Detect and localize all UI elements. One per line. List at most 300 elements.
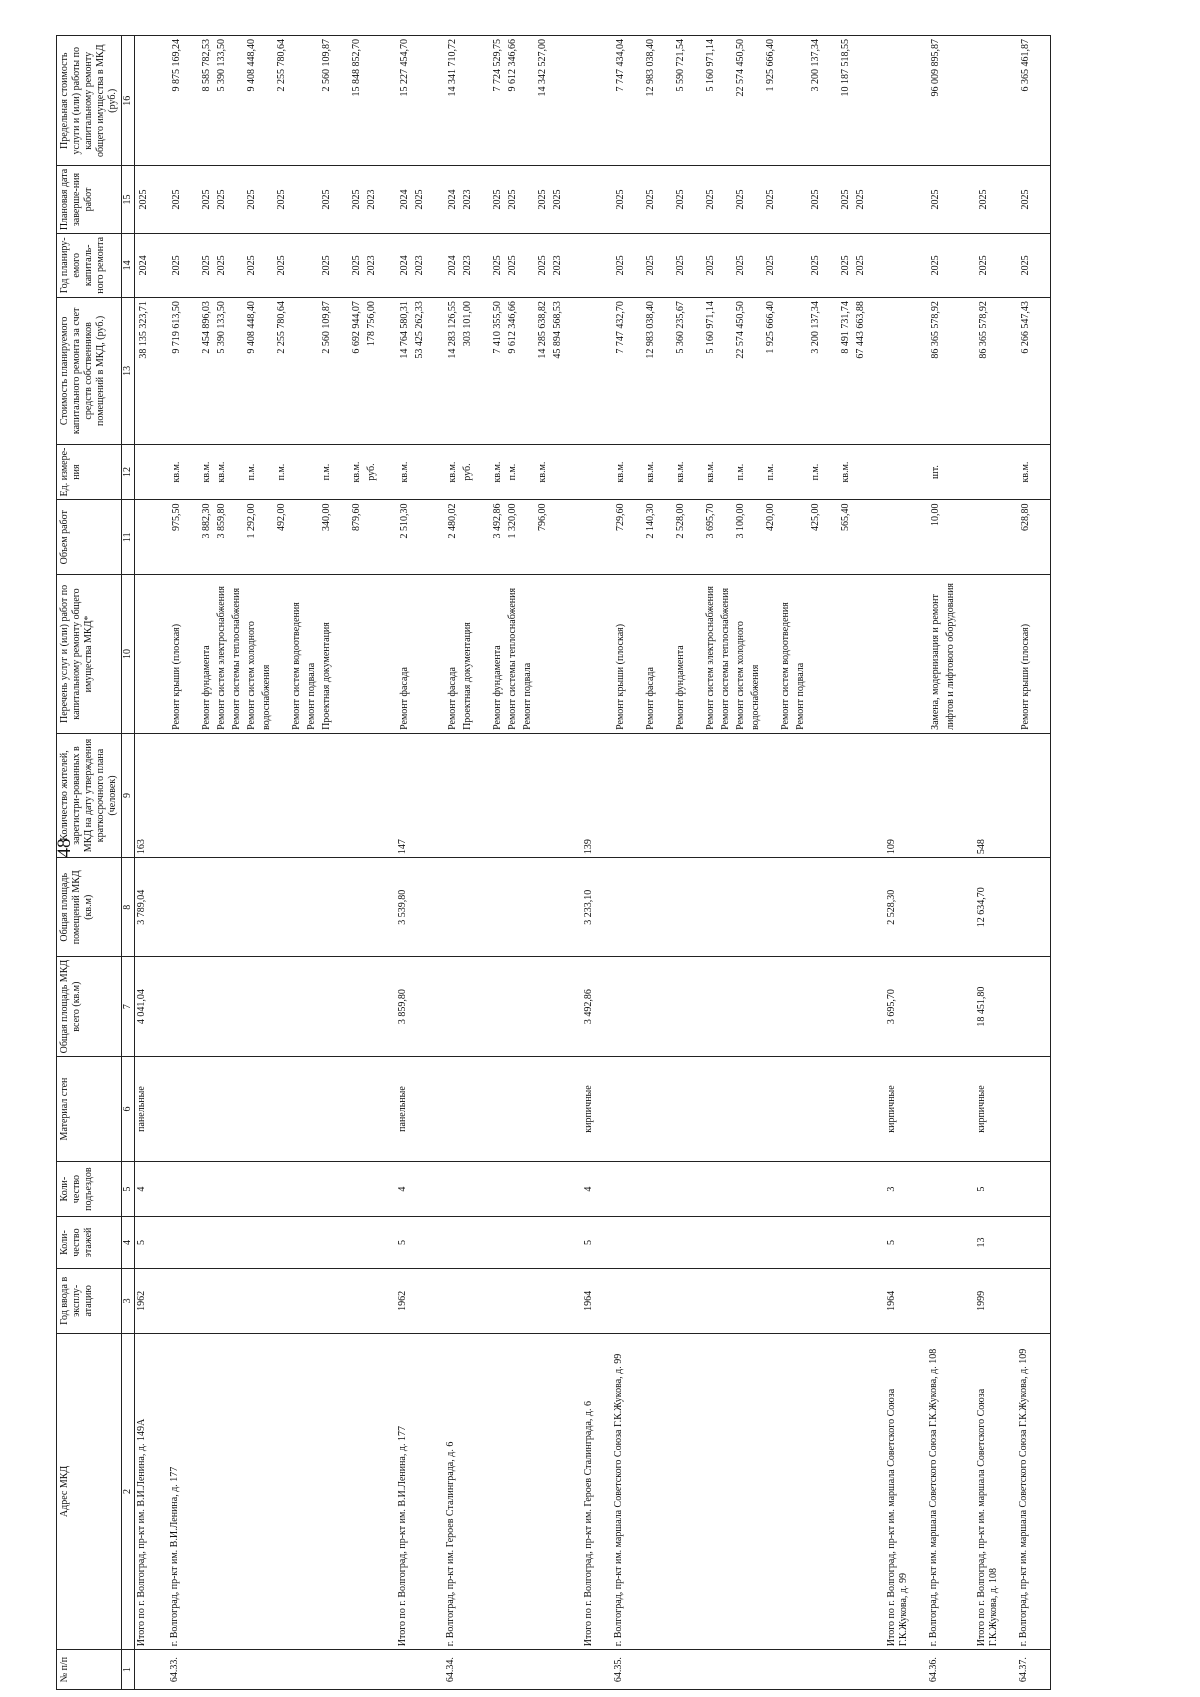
spacer-cell bbox=[1001, 733, 1017, 857]
cell-plan bbox=[885, 233, 911, 298]
cell-area2: 3 539,80 bbox=[396, 858, 428, 957]
spacer-cell bbox=[428, 166, 444, 233]
cell-year: 1964 bbox=[885, 1269, 911, 1334]
cell-cost: 14 764 580,31 53 425 262,33 bbox=[396, 298, 428, 445]
spacer-cell bbox=[596, 1650, 612, 1690]
cell-addr: Итого по г. Волгоград, пр-кт им. маршала Советского Союза Г.К.Жукова, д. 99 bbox=[885, 1333, 911, 1650]
column-header: Ед. измере-ния bbox=[57, 444, 122, 500]
spacer-cell bbox=[428, 574, 444, 733]
cell-people bbox=[612, 733, 869, 857]
spacer-cell bbox=[911, 233, 927, 298]
spacer-cell bbox=[869, 1650, 885, 1690]
spacer-cell bbox=[596, 957, 612, 1056]
cell-unit bbox=[975, 444, 1001, 500]
row-spacer bbox=[428, 36, 444, 1690]
cell-year: 1999 bbox=[975, 1269, 1001, 1334]
spacer-cell bbox=[1001, 1333, 1017, 1650]
cell-vol: 628,80 bbox=[1017, 500, 1034, 575]
cell-cost bbox=[582, 298, 596, 445]
column-number: 16 bbox=[122, 36, 135, 166]
cell-unit: кв.м. кв.м. кв.м. п.м. п.м. п.м. кв.м. руб. bbox=[168, 444, 380, 500]
cell-entr bbox=[927, 1162, 959, 1217]
column-header: Коли-чество этажей bbox=[57, 1216, 122, 1268]
column-header: Количество жителей, зарегистри-рованных в МКД на дату утверждения краткосрочного плана (человек) bbox=[57, 733, 122, 857]
cell-area2 bbox=[1017, 858, 1034, 957]
cell-works: Ремонт крыши (плоская) Ремонт фундамента Ремонт систем электроснабжения Ремонт системы теплоснабжения Ремонт систем холодного водоснабжения Ремонт систем водоотведения Ремонт подвала Проектная документация bbox=[168, 574, 380, 733]
spacer-cell bbox=[911, 444, 927, 500]
cell-works: Ремонт крыши (плоская) bbox=[1017, 574, 1034, 733]
page-number: 48 bbox=[54, 838, 75, 858]
spacer-cell bbox=[566, 1650, 582, 1690]
cell-addr: г. Волгоград, пр-кт им. маршала Советского Союза Г.К.Жукова, д. 109 bbox=[1017, 1333, 1034, 1650]
spacer-cell bbox=[596, 298, 612, 445]
spacer-cell bbox=[596, 1162, 612, 1217]
cell-year: 1964 bbox=[582, 1269, 596, 1334]
column-header: Общая площадь МКД всего (кв.м) bbox=[57, 957, 122, 1056]
spacer-cell bbox=[428, 298, 444, 445]
spacer-cell bbox=[1034, 500, 1051, 575]
cell-floors: 13 bbox=[975, 1216, 1001, 1268]
spacer-cell bbox=[959, 166, 975, 233]
spacer-cell bbox=[959, 957, 975, 1056]
cell-num: 64.34. bbox=[444, 1650, 566, 1690]
spacer-cell bbox=[566, 858, 582, 957]
cell-done: 2025 2025 2025 2025 2025 2025 2025 2023 bbox=[168, 166, 380, 233]
cell-limit: 6 365 461,87 bbox=[1017, 36, 1034, 166]
spacer-cell bbox=[1001, 166, 1017, 233]
cell-wall: панельные bbox=[135, 1056, 153, 1162]
cell-unit bbox=[885, 444, 911, 500]
cell-area: 18 451,80 bbox=[975, 957, 1001, 1056]
spacer-cell bbox=[911, 1162, 927, 1217]
cell-vol: 2 480,02 3 492,86 1 320,00 796,00 bbox=[444, 500, 566, 575]
spacer-cell bbox=[566, 166, 582, 233]
cell-floors: 5 bbox=[135, 1216, 153, 1268]
row-spacer bbox=[1001, 36, 1017, 1690]
spacer-cell bbox=[152, 1333, 168, 1650]
cell-people: 139 bbox=[582, 733, 596, 857]
cell-done bbox=[582, 166, 596, 233]
cell-num: 64.36. bbox=[927, 1650, 959, 1690]
column-header: Плановая дата заверше-ния работ bbox=[57, 166, 122, 233]
spacer-cell bbox=[911, 574, 927, 733]
total-row bbox=[135, 36, 153, 1690]
spacer-cell bbox=[380, 500, 396, 575]
spacer-cell bbox=[869, 858, 885, 957]
column-number: 8 bbox=[122, 858, 135, 957]
row-spacer bbox=[1034, 36, 1051, 1690]
spacer-cell bbox=[380, 1333, 396, 1650]
spacer-cell bbox=[959, 1056, 975, 1162]
spacer-cell bbox=[911, 1650, 927, 1690]
cell-year bbox=[927, 1269, 959, 1334]
spacer-cell bbox=[596, 858, 612, 957]
cell-people: 147 bbox=[396, 733, 428, 857]
column-header: Год ввода в эксплу-атацию bbox=[57, 1269, 122, 1334]
cell-unit bbox=[582, 444, 596, 500]
spacer-cell bbox=[596, 1269, 612, 1334]
cell-works bbox=[885, 574, 911, 733]
spacer-cell bbox=[911, 500, 927, 575]
spacer-cell bbox=[152, 36, 168, 166]
spacer-cell bbox=[1001, 1650, 1017, 1690]
column-number: 1 bbox=[122, 1650, 135, 1690]
spacer-cell bbox=[566, 574, 582, 733]
spacer-cell bbox=[1001, 957, 1017, 1056]
cell-cost: 6 266 547,43 bbox=[1017, 298, 1034, 445]
spacer-cell bbox=[959, 858, 975, 957]
cell-area: 3 695,70 bbox=[885, 957, 911, 1056]
cell-wall bbox=[927, 1056, 959, 1162]
cell-vol: 975,50 3 882,30 3 859,80 1 292,00 492,00 340,00 879,60 bbox=[168, 500, 380, 575]
cell-floors bbox=[444, 1216, 566, 1268]
spacer-cell bbox=[152, 1650, 168, 1690]
spacer-cell bbox=[566, 957, 582, 1056]
cell-done: 2025 2025 2025 2025 2025 2025 2025 2025 2025 bbox=[612, 166, 869, 233]
spacer-cell bbox=[1034, 1333, 1051, 1650]
spacer-cell bbox=[428, 500, 444, 575]
cell-unit: кв.м. кв.м. кв.м. кв.м. п.м. п.м. п.м. кв.м. bbox=[612, 444, 869, 500]
cell-plan: 2024 2023 bbox=[396, 233, 428, 298]
spacer-cell bbox=[1001, 1056, 1017, 1162]
cell-cost: 7 747 432,70 12 983 038,40 5 360 235,67 5 160 971,14 22 574 450,50 1 925 666,40 3 200 137,34 8 491 731,74 67 443 663,88 bbox=[612, 298, 869, 445]
cell-area: 3 492,86 bbox=[582, 957, 596, 1056]
cell-limit: 9 875 169,24 8 585 782,53 5 390 133,50 9 408 448,40 2 255 780,64 2 560 109,87 15 848 852,70 bbox=[168, 36, 380, 166]
cell-floors: 5 bbox=[582, 1216, 596, 1268]
cell-area bbox=[444, 957, 566, 1056]
cell-plan: 2025 2025 2025 2025 2025 2025 2025 2023 bbox=[168, 233, 380, 298]
spacer-cell bbox=[1001, 1162, 1017, 1217]
cell-addr: г. Волгоград, пр-кт им. маршала Советского Союза Г.К.Жукова, д. 108 bbox=[927, 1333, 959, 1650]
spacer-cell bbox=[596, 500, 612, 575]
row-spacer bbox=[152, 36, 168, 1690]
spacer-cell bbox=[566, 1333, 582, 1650]
spacer-cell bbox=[596, 1333, 612, 1650]
cell-done: 2025 bbox=[975, 166, 1001, 233]
cell-entr bbox=[168, 1162, 380, 1217]
row-spacer bbox=[596, 36, 612, 1690]
cell-plan: 2025 bbox=[1017, 233, 1034, 298]
spacer-cell bbox=[869, 1162, 885, 1217]
spacer-cell bbox=[152, 500, 168, 575]
spacer-cell bbox=[596, 733, 612, 857]
cell-cost: 86 365 578,92 bbox=[927, 298, 959, 445]
spacer-cell bbox=[428, 1650, 444, 1690]
spacer-cell bbox=[959, 444, 975, 500]
cell-wall bbox=[612, 1056, 869, 1162]
spacer-cell bbox=[380, 1056, 396, 1162]
spacer-cell bbox=[566, 444, 582, 500]
spacer-cell bbox=[869, 733, 885, 857]
row-spacer bbox=[959, 36, 975, 1690]
cell-addr: Итого по г. Волгоград, пр-кт им. маршала Советского Союза Г.К.Жукова, д. 108 bbox=[975, 1333, 1001, 1650]
cell-limit bbox=[582, 36, 596, 166]
cell-plan: 2024 bbox=[135, 233, 153, 298]
cell-works bbox=[975, 574, 1001, 733]
cell-entr: 5 bbox=[975, 1162, 1001, 1217]
spacer-cell bbox=[566, 1162, 582, 1217]
column-number: 11 bbox=[122, 500, 135, 575]
cell-cost bbox=[885, 298, 911, 445]
cell-unit: кв.м. bbox=[1017, 444, 1034, 500]
column-number: 4 bbox=[122, 1216, 135, 1268]
spacer-cell bbox=[959, 36, 975, 166]
cell-unit: кв.м. руб. кв.м. п.м. кв.м. bbox=[444, 444, 566, 500]
spacer-cell bbox=[380, 733, 396, 857]
spacer-cell bbox=[869, 36, 885, 166]
cell-done: 2024 2025 bbox=[396, 166, 428, 233]
total-row bbox=[582, 36, 596, 1690]
spacer-cell bbox=[1034, 574, 1051, 733]
spacer-cell bbox=[152, 858, 168, 957]
spacer-cell bbox=[380, 1216, 396, 1268]
spacer-cell bbox=[1034, 233, 1051, 298]
column-number: 14 bbox=[122, 233, 135, 298]
spacer-cell bbox=[911, 1333, 927, 1650]
cell-plan: 2025 bbox=[975, 233, 1001, 298]
spacer-cell bbox=[959, 1333, 975, 1650]
spacer-cell bbox=[911, 858, 927, 957]
cell-done bbox=[885, 166, 911, 233]
column-header: Адрес МКД bbox=[57, 1333, 122, 1650]
cell-addr: Итого по г. Волгоград, пр-кт им. Героев Сталинграда, д. 6 bbox=[582, 1333, 596, 1650]
spacer-cell bbox=[380, 1162, 396, 1217]
cell-done: 2025 bbox=[927, 166, 959, 233]
cell-addr: Итого по г. Волгоград, пр-кт им. В.И.Ленина, д. 177 bbox=[396, 1333, 428, 1650]
spacer-cell bbox=[1001, 1269, 1017, 1334]
cell-area2 bbox=[927, 858, 959, 957]
cell-works bbox=[135, 574, 153, 733]
row-spacer bbox=[380, 36, 396, 1690]
cell-limit bbox=[885, 36, 911, 166]
cell-entr: 4 bbox=[396, 1162, 428, 1217]
spacer-cell bbox=[380, 858, 396, 957]
spacer-cell bbox=[869, 444, 885, 500]
spacer-cell bbox=[911, 166, 927, 233]
cell-entr bbox=[1017, 1162, 1034, 1217]
spacer-cell bbox=[959, 233, 975, 298]
cell-num: 64.37. bbox=[1017, 1650, 1034, 1690]
column-number: 12 bbox=[122, 444, 135, 500]
total-row bbox=[885, 36, 911, 1690]
building-row bbox=[612, 36, 869, 1690]
cell-year bbox=[1017, 1269, 1034, 1334]
cell-area2 bbox=[612, 858, 869, 957]
spacer-cell bbox=[380, 166, 396, 233]
cell-num bbox=[135, 1650, 153, 1690]
spacer-cell bbox=[1034, 1269, 1051, 1334]
cell-floors: 5 bbox=[885, 1216, 911, 1268]
cell-area: 3 859,80 bbox=[396, 957, 428, 1056]
cell-plan bbox=[582, 233, 596, 298]
spacer-cell bbox=[869, 574, 885, 733]
cell-area bbox=[168, 957, 380, 1056]
cell-wall bbox=[1017, 1056, 1034, 1162]
spacer-cell bbox=[152, 444, 168, 500]
cell-wall: кирпичные bbox=[582, 1056, 596, 1162]
cell-area bbox=[1017, 957, 1034, 1056]
column-number: 2 bbox=[122, 1333, 135, 1650]
spacer-cell bbox=[1034, 957, 1051, 1056]
spacer-cell bbox=[428, 233, 444, 298]
spacer-cell bbox=[911, 957, 927, 1056]
cell-area bbox=[612, 957, 869, 1056]
spacer-cell bbox=[566, 733, 582, 857]
column-number: 9 bbox=[122, 733, 135, 857]
column-number: 7 bbox=[122, 957, 135, 1056]
cell-num: 64.33. bbox=[168, 1650, 380, 1690]
spacer-cell bbox=[152, 733, 168, 857]
total-row bbox=[975, 36, 1001, 1690]
spacer-cell bbox=[911, 1269, 927, 1334]
spacer-cell bbox=[428, 1056, 444, 1162]
cell-area2: 2 528,30 bbox=[885, 858, 911, 957]
cell-area2: 3 789,04 bbox=[135, 858, 153, 957]
cell-unit: кв.м. bbox=[396, 444, 428, 500]
cell-works: Ремонт крыши (плоская) Ремонт фасада Ремонт фундамента Ремонт систем электроснабжения Ремонт системы теплоснабжения Ремонт систем холодного водоснабжения Ремонт систем водоотведения Ремонт подвала bbox=[612, 574, 869, 733]
cell-people: 109 bbox=[885, 733, 911, 857]
cell-unit: шт. bbox=[927, 444, 959, 500]
cell-year bbox=[612, 1269, 869, 1334]
spacer-cell bbox=[596, 1056, 612, 1162]
spacer-cell bbox=[152, 166, 168, 233]
cell-addr: г. Волгоград, пр-кт им. Героев Сталинграда, д. 6 bbox=[444, 1333, 566, 1650]
spacer-cell bbox=[1001, 444, 1017, 500]
cell-entr bbox=[444, 1162, 566, 1217]
cell-floors bbox=[168, 1216, 380, 1268]
building-row bbox=[927, 36, 959, 1690]
cell-done: 2025 bbox=[135, 166, 153, 233]
spacer-cell bbox=[380, 1269, 396, 1334]
spacer-cell bbox=[152, 233, 168, 298]
spacer-cell bbox=[869, 1216, 885, 1268]
spacer-cell bbox=[869, 166, 885, 233]
spacer-cell bbox=[380, 233, 396, 298]
spacer-cell bbox=[596, 233, 612, 298]
cell-year: 1962 bbox=[135, 1269, 153, 1334]
spacer-cell bbox=[428, 957, 444, 1056]
cell-people: 548 bbox=[975, 733, 1001, 857]
cell-unit bbox=[135, 444, 153, 500]
spacer-cell bbox=[1034, 1162, 1051, 1217]
spacer-cell bbox=[428, 1162, 444, 1217]
spacer-cell bbox=[911, 733, 927, 857]
column-header: Коли-чество подъездов bbox=[57, 1162, 122, 1217]
spacer-cell bbox=[428, 1216, 444, 1268]
table-header bbox=[57, 36, 135, 1690]
spacer-cell bbox=[959, 1650, 975, 1690]
spacer-cell bbox=[1001, 858, 1017, 957]
header-row bbox=[57, 36, 122, 1690]
spacer-cell bbox=[869, 957, 885, 1056]
cell-wall: кирпичные bbox=[885, 1056, 911, 1162]
cell-num bbox=[885, 1650, 911, 1690]
building-row bbox=[168, 36, 380, 1690]
spacer-cell bbox=[1034, 1650, 1051, 1690]
cell-works: Замена, модернизация и ремонт лифтов и лифтового оборудования bbox=[927, 574, 959, 733]
spacer-cell bbox=[428, 858, 444, 957]
cell-plan: 2025 bbox=[927, 233, 959, 298]
spacer-cell bbox=[959, 574, 975, 733]
cell-cost: 9 719 613,50 2 454 896,03 5 390 133,50 9 408 448,40 2 255 780,64 2 560 109,87 6 692 944,07 178 756,00 bbox=[168, 298, 380, 445]
column-header: Объем работ bbox=[57, 500, 122, 575]
table-body bbox=[135, 36, 1051, 1690]
cell-area: 4 041,04 bbox=[135, 957, 153, 1056]
cell-wall: кирпичные bbox=[975, 1056, 1001, 1162]
cell-entr: 4 bbox=[582, 1162, 596, 1217]
spacer-cell bbox=[152, 1056, 168, 1162]
cell-year bbox=[444, 1269, 566, 1334]
cell-done: 2025 bbox=[1017, 166, 1034, 233]
cell-vol bbox=[135, 500, 153, 575]
cell-works bbox=[582, 574, 596, 733]
spacer-cell bbox=[428, 444, 444, 500]
cell-num bbox=[396, 1650, 428, 1690]
cell-vol bbox=[975, 500, 1001, 575]
cell-limit bbox=[135, 36, 153, 166]
spacer-cell bbox=[566, 500, 582, 575]
cell-area2: 3 233,10 bbox=[582, 858, 596, 957]
spacer-cell bbox=[959, 733, 975, 857]
spacer-cell bbox=[380, 444, 396, 500]
spacer-cell bbox=[152, 1216, 168, 1268]
spacer-cell bbox=[596, 1216, 612, 1268]
cell-year bbox=[168, 1269, 380, 1334]
cell-area2 bbox=[444, 858, 566, 957]
cell-limit: 7 747 434,04 12 983 038,40 5 590 721,54 5 160 971,14 22 574 450,50 1 925 666,40 3 200 137,34 10 187 518,55 bbox=[612, 36, 869, 166]
spacer-cell bbox=[596, 444, 612, 500]
spacer-cell bbox=[380, 298, 396, 445]
spacer-cell bbox=[380, 574, 396, 733]
cell-done: 2024 2023 2025 2025 2025 2025 bbox=[444, 166, 566, 233]
spacer-cell bbox=[596, 574, 612, 733]
cell-people bbox=[927, 733, 959, 857]
spacer-cell bbox=[869, 233, 885, 298]
column-header: Стоимость планируемого капитального ремонта за счет средств собственников помещений в МКД, (руб.) bbox=[57, 298, 122, 445]
spacer-cell bbox=[428, 36, 444, 166]
cell-entr bbox=[612, 1162, 869, 1217]
spacer-cell bbox=[566, 36, 582, 166]
row-spacer bbox=[911, 36, 927, 1690]
cell-people: 163 bbox=[135, 733, 153, 857]
cell-floors: 5 bbox=[396, 1216, 428, 1268]
spacer-cell bbox=[566, 1056, 582, 1162]
spacer-cell bbox=[911, 298, 927, 445]
cell-floors bbox=[612, 1216, 869, 1268]
spacer-cell bbox=[152, 1269, 168, 1334]
spacer-cell bbox=[869, 298, 885, 445]
spacer-cell bbox=[911, 1216, 927, 1268]
spacer-cell bbox=[959, 1162, 975, 1217]
spacer-cell bbox=[566, 233, 582, 298]
cell-vol bbox=[582, 500, 596, 575]
column-header: Общая площадь помещений МКД (кв.м) bbox=[57, 858, 122, 957]
column-number-row bbox=[122, 36, 135, 1690]
cell-entr: 3 bbox=[885, 1162, 911, 1217]
spacer-cell bbox=[1034, 444, 1051, 500]
cell-area2 bbox=[168, 858, 380, 957]
column-header: Перечень услуг и (или) работ по капитальному ремонту общего имущества МКД* bbox=[57, 574, 122, 733]
column-number: 6 bbox=[122, 1056, 135, 1162]
column-number: 3 bbox=[122, 1269, 135, 1334]
spacer-cell bbox=[1001, 36, 1017, 166]
cell-works: Ремонт фасада bbox=[396, 574, 428, 733]
spacer-cell bbox=[1001, 233, 1017, 298]
row-spacer bbox=[566, 36, 582, 1690]
spacer-cell bbox=[152, 298, 168, 445]
spacer-cell bbox=[1034, 36, 1051, 166]
cell-addr: г. Волгоград, пр-кт им. В.И.Ленина, д. 177 bbox=[168, 1333, 380, 1650]
